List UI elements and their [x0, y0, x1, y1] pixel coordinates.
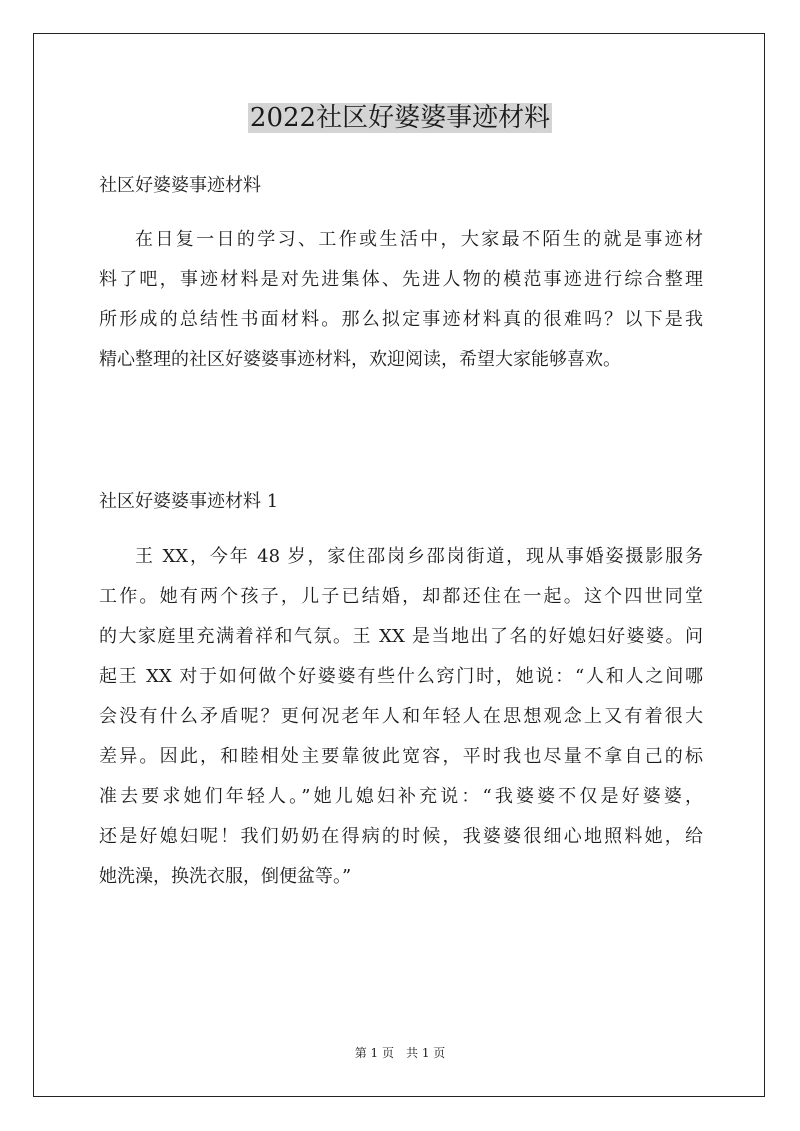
story-paragraph — [99, 537, 703, 897]
paragraph-line: 的大家庭里充满着祥和气氛。王 XX 是当地出了名的好媳妇好婆婆。问 — [99, 626, 703, 647]
paragraph-line: 准去要求她们年轻人。”她儿媳妇补充说：“我婆婆不仅是好婆婆， — [99, 786, 703, 807]
paragraph-line: 料了吧，事迹材料是对先进集体、先进人物的模范事迹进行综合整理 — [99, 269, 703, 290]
section-heading-intro — [99, 172, 703, 200]
page-footer: 第 1 页 共 1 页 — [354, 1046, 446, 1060]
paragraph-line: 起王 XX 对于如何做个好婆婆有些什么窍门时，她说：“人和人之间哪 — [99, 666, 703, 687]
paragraph-line: 精心整理的社区好婆婆事迹材料，欢迎阅读，希望大家能够喜欢。 — [99, 349, 621, 370]
section-heading-text: 社区好婆婆事迹材料 — [99, 175, 261, 196]
document-title — [0, 98, 800, 138]
paragraph-line: 会没有什么矛盾呢？更何况老年人和年轻人在思想观念上又有着很大 — [99, 706, 703, 727]
paragraph-line: 她洗澡，换洗衣服，倒便盆等。” — [99, 866, 352, 887]
section-heading-1 — [99, 488, 703, 516]
document-title-text: 2022社区好婆婆事迹材料 — [249, 103, 551, 133]
intro-paragraph — [99, 220, 703, 380]
paragraph-line: 所形成的总结性书面材料。那么拟定事迹材料真的很难吗？以下是我 — [99, 309, 703, 330]
paragraph-line: 王 XX，今年 48 岁，家住邵岗乡邵岗街道，现从事婚姿摄影服务 — [135, 546, 703, 567]
section-heading-text: 社区好婆婆事迹材料 1 — [99, 491, 279, 512]
paragraph-line: 差异。因此，和睦相处主要靠彼此宽容，平时我也尽量不拿自己的标 — [99, 746, 703, 767]
paragraph-line: 还是好媳妇呢！我们奶奶在得病的时候，我婆婆很细心地照料她，给 — [99, 826, 703, 847]
paragraph-line: 在日复一日的学习、工作或生活中，大家最不陌生的就是事迹材 — [135, 229, 703, 250]
paragraph-line: 工作。她有两个孩子，儿子已结婚，却都还住在一起。这个四世同堂 — [99, 586, 703, 607]
